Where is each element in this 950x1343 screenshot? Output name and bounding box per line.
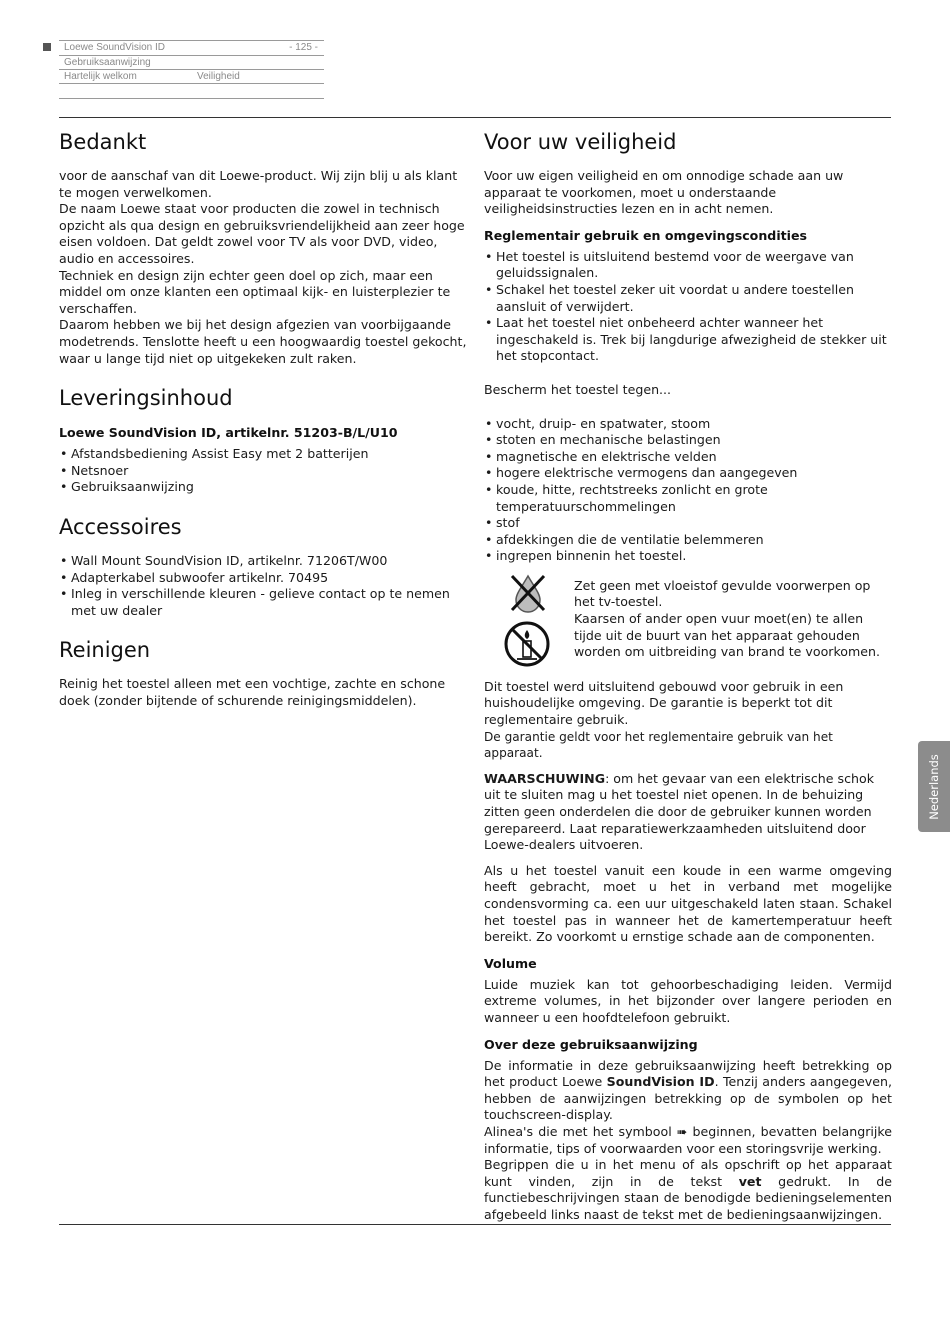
list-item: • Het toestel is uitsluitend bestemd voor de weergave van geluidssignalen.	[484, 249, 892, 282]
list-item: • koude, hitte, rechtstreeks zonlicht en grote temperatuurschommelingen	[484, 482, 892, 515]
condensation-text: Als u het toestel vanuit een koude in een warme omgeving heeft gebracht, moet u het in verband met mogelijke condensvorming ca. een uur uitgeschakeld laten staan. Schakel het toestel pas in wanneer het de kamertemperatuur heeft bereikt. Zo voorkomt u ernstige schade aan de componenten.	[484, 862, 892, 945]
icon-text	[574, 578, 892, 661]
veiligheid-intro: Voor uw eigen veiligheid en om onnodige schade aan uw apparaat te voorkomen, moet u onderstaande veiligheidsinstructies lezen en in acht nemen.	[484, 168, 844, 217]
list-item: • ingrepen binnenin het toestel.	[484, 548, 892, 565]
over-p3-text: Begrippen die u in het menu of als opschrift op het apparaat kunt vinden, zijn in de tekst	[484, 1157, 892, 1189]
no-liquid-text: Zet geen met vloeistof gevulde voorwerpen op het tv-toestel.	[574, 577, 871, 610]
warning-paragraph	[484, 771, 892, 854]
header-marker	[43, 43, 51, 51]
bedankt-p1: voor de aanschaf van dit Loewe-product. Wij zijn blij u als klant te mogen verwelkomen.	[59, 168, 458, 200]
over-p3	[484, 1157, 892, 1223]
bedankt-p3: Techniek en design zijn echter geen doel op zich, maar een middel om onze klanten een optimaal kijk- en luisterplezier te verschaffen.	[59, 267, 451, 316]
reinigen-text: Reinig het toestel alleen met een vochtige, zachte en schone doek (zonder bijtende of schurende reinigingsmiddelen).	[59, 676, 446, 708]
levering-subtitle: Loewe SoundVision ID, artikelnr. 51203-B/L/U10	[59, 425, 398, 441]
over-p1-text: De informatie in deze gebruiksaanwijzing heeft betrekking op het product Loewe	[484, 1057, 892, 1090]
bedankt-p4: Daarom hebben we bij het design afgezien van voorbijgaande modetrends. Tenslotte heeft u een hoogwaardig toestel gekocht, waar u lange tijd niet op uitgekeken zult raken.	[59, 317, 467, 366]
list-item: • stoten en mechanische belastingen	[484, 432, 892, 449]
over-p3-text-end: gedrukt. In de functiebeschrijvingen staan de benodigde bedieningselementen afgebeeld links naast de tekst met de bedieningsaanwijzingen.	[484, 1173, 892, 1222]
list-item: • Netsnoer	[59, 463, 467, 480]
list-item: • Afstandsbediening Assist Easy met 2 batterijen	[59, 446, 467, 463]
no-liquid-icon	[506, 572, 550, 614]
reinigen-title: Reinigen	[59, 638, 151, 663]
volume-title: Volume	[484, 955, 537, 971]
bottom-rule	[59, 1224, 891, 1225]
bold-word: vet	[738, 1173, 762, 1189]
over-p2-text: Alinea's die met het symbool	[484, 1123, 677, 1139]
reglementair-title: Reglementair gebruik en omgevingscondities	[484, 227, 808, 243]
left-column	[59, 128, 467, 709]
list-item: • Inleg in verschillende kleuren - gelieve contact op te nemen met uw dealer	[59, 586, 467, 619]
list-item: • stof	[484, 515, 892, 532]
header-section-safety: Veiligheid	[197, 71, 240, 82]
levering-title: Leveringsinhoud	[59, 386, 233, 411]
veiligheid-title: Voor uw veiligheid	[484, 130, 677, 154]
header-product: Loewe SoundVision ID	[64, 42, 165, 53]
accessoires-title: Accessoires	[59, 514, 182, 539]
list-item: • Laat het toestel niet onbeheerd achter wanneer het ingeschakeld is. Trek bij langdurige afwezigheid de stekker uit het stopcontact.	[484, 315, 892, 365]
volume-text: Luide muziek kan tot gehoorbeschadiging leiden. Vermijd extreme volumes, in het bijzonder over langere perioden en wanneer u een hoofdtelefoon gebruikt.	[484, 976, 892, 1025]
list-item: • Adapterkabel subwoofer artikelnr. 70495	[59, 570, 467, 587]
no-flame-text: Kaarsen of ander open vuur moet(en) te allen tijde uit de buurt van het apparaat gehouden worden om uitbreiding van brand te voorkomen.	[574, 611, 881, 660]
header-row-manual	[59, 55, 324, 70]
product-name: SoundVision ID	[606, 1074, 715, 1090]
warning-label: WAARSCHUWING	[484, 770, 606, 786]
over-p2-text-end: beginnen, bevatten belangrijke informatie, tips of voorwaarden voor een storingsvrije werking.	[484, 1123, 892, 1156]
list-item: • Gebruiksaanwijzing	[59, 479, 467, 496]
list-item: • Schakel het toestel zeker uit voordat u andere toestellen aansluit of verwijdert.	[484, 282, 892, 315]
bescherm-intro: Bescherm het toestel tegen...	[484, 381, 672, 397]
accessoires-list	[59, 553, 467, 619]
list-item: • magnetische en elektrische velden	[484, 449, 892, 466]
over-title: Over deze gebruiksaanwijzing	[484, 1036, 698, 1052]
page-header	[59, 40, 324, 84]
list-item: • hogere elektrische vermogens dan aangegeven	[484, 465, 892, 482]
bedankt-title: Bedankt	[59, 130, 147, 154]
right-column	[484, 128, 892, 1224]
no-open-flame-icon	[502, 619, 552, 669]
bescherm-list	[484, 416, 892, 565]
list-item: • afdekkingen die de ventilatie belemmeren	[484, 532, 892, 549]
top-rule	[59, 117, 891, 118]
header-row-product	[59, 40, 324, 55]
warning-icons	[484, 572, 892, 670]
household-use-text: Dit toestel werd uitsluitend gebouwd voor gebruik in een huishoudelijke omgeving. De garantie is beperkt tot dit reglementaire gebruik.	[484, 678, 844, 728]
page-number: - 125 -	[289, 42, 318, 53]
list-item: • Wall Mount SoundVision ID, artikelnr. 71206T/W00	[59, 553, 467, 570]
levering-list	[59, 446, 467, 496]
over-p2	[484, 1124, 892, 1157]
bedankt-p2: De naam Loewe staat voor producten die zowel in technisch opzicht als qua design en gebruiksvriendelijkheid aan zeer hoge eisen voldoen. Dat geldt zowel voor TV als voor DVD, video, audio en accessoires.	[59, 201, 465, 266]
reglementair-list	[484, 249, 892, 365]
warranty-text: De garantie geldt voor het reglementaire gebruik van het apparaat.	[484, 729, 833, 761]
list-item: • vocht, druip- en spatwater, stoom	[484, 416, 892, 433]
header-manual: Gebruiksaanwijzing	[64, 56, 151, 68]
warning-text: : om het gevaar van een elektrische schok uit te sluiten mag u het toestel niet openen. In de behuizing zitten geen onderdelen die door de gebruiker kunnen worden gerepareerd. Laat reparatiewerkzaamheden uitsluitend door Loewe-dealers uitvoeren.	[484, 770, 874, 853]
arrow-symbol-icon: ➠	[676, 1123, 688, 1139]
header-underline	[59, 98, 324, 99]
over-p1-text-end: . Tenzij anders aangegeven, hebben de aanwijzingen betrekking op de symbolen op het touchscreen-display.	[484, 1074, 892, 1123]
header-row-section	[59, 69, 324, 84]
over-p1	[484, 1058, 892, 1124]
language-tab	[918, 741, 950, 832]
header-section-welcome: Hartelijk welkom	[64, 71, 137, 82]
language-tab-label: Nederlands	[927, 753, 941, 820]
